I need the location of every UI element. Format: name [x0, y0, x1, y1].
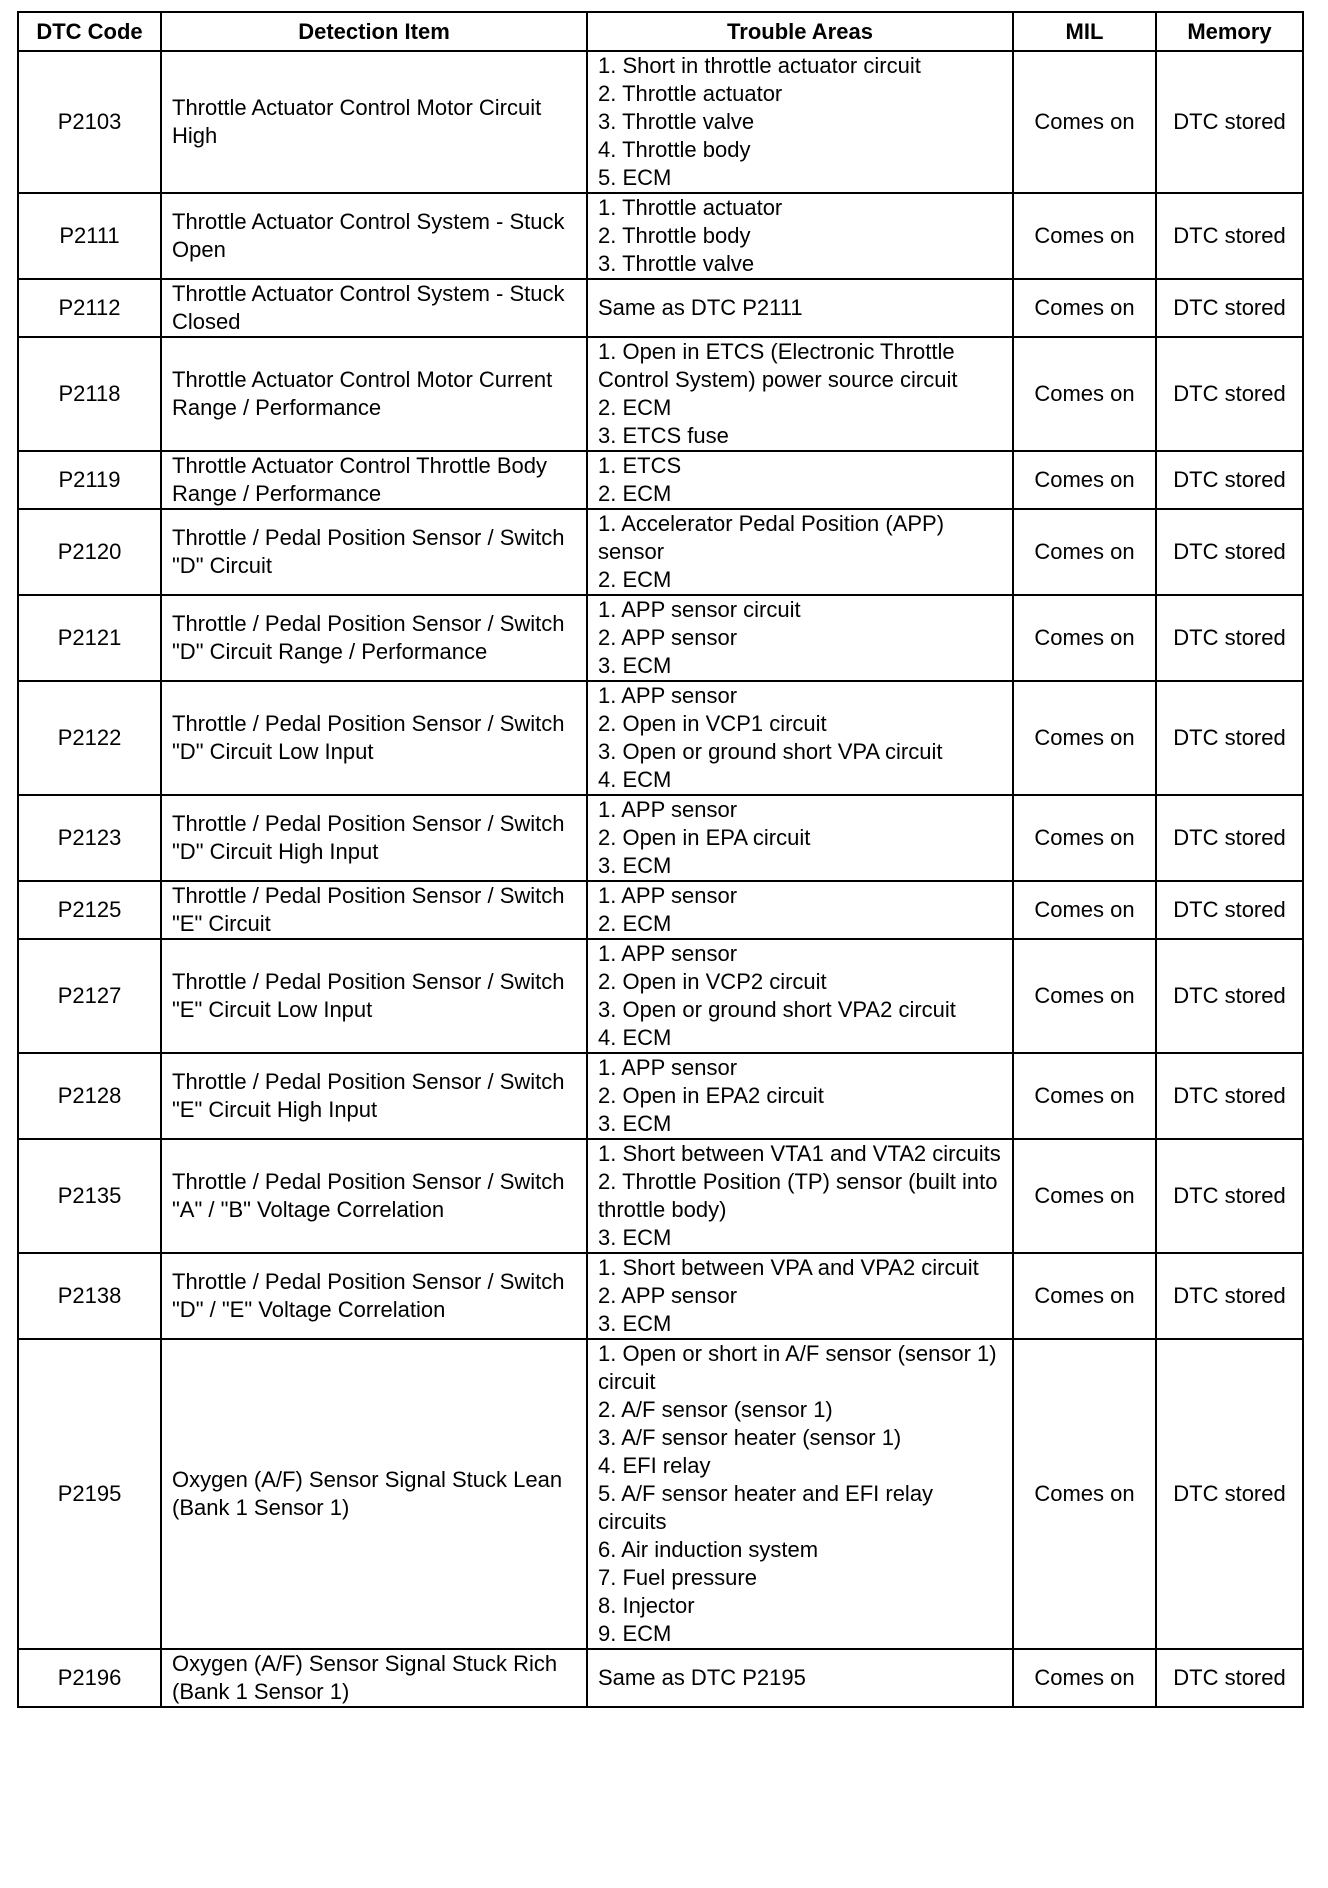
table-row	[18, 681, 1303, 795]
trouble-area-line: Same as DTC P2195	[598, 1665, 806, 1690]
trouble-areas-cell	[587, 51, 1013, 193]
mil-cell: Comes on	[1013, 681, 1156, 795]
trouble-area-line: 7. Fuel pressure	[598, 1565, 757, 1590]
trouble-areas-cell	[587, 451, 1013, 509]
trouble-area-line: Same as DTC P2111	[598, 295, 803, 320]
table-row	[18, 279, 1303, 337]
trouble-areas-cell	[587, 939, 1013, 1053]
trouble-area-line: 1. Short between VTA1 and VTA2 circuits	[598, 1141, 1001, 1166]
trouble-area-line: 2. Open in EPA circuit	[598, 825, 811, 850]
trouble-area-line: 1. APP sensor	[598, 683, 738, 708]
trouble-area-line: 2. APP sensor	[598, 625, 738, 650]
trouble-areas-cell	[587, 1649, 1013, 1707]
trouble-areas-cell	[587, 1339, 1013, 1649]
detection-item-cell: Throttle / Pedal Position Sensor / Switch "E" Circuit Low Input	[161, 939, 587, 1053]
memory-cell: DTC stored	[1156, 939, 1303, 1053]
trouble-area-line: 3. ECM	[598, 853, 672, 878]
memory-cell: DTC stored	[1156, 795, 1303, 881]
trouble-area-line: 1. Throttle actuator	[598, 195, 783, 220]
memory-cell: DTC stored	[1156, 595, 1303, 681]
trouble-area-line: 3. ECM	[598, 1225, 672, 1250]
trouble-area-line: 2. APP sensor	[598, 1283, 738, 1308]
trouble-area-line: 3. ECM	[598, 653, 672, 678]
trouble-areas-cell	[587, 193, 1013, 279]
detection-item-cell: Throttle / Pedal Position Sensor / Switch "D" Circuit	[161, 509, 587, 595]
memory-cell: DTC stored	[1156, 193, 1303, 279]
detection-item-cell: Throttle Actuator Control Motor Current Range / Performance	[161, 337, 587, 451]
dtc-code-cell: P2118	[18, 337, 161, 451]
trouble-areas-cell	[587, 881, 1013, 939]
memory-cell: DTC stored	[1156, 451, 1303, 509]
table-row	[18, 1053, 1303, 1139]
mil-cell: Comes on	[1013, 1253, 1156, 1339]
detection-item-cell: Throttle Actuator Control Motor Circuit High	[161, 51, 587, 193]
trouble-area-line: 3. ECM	[598, 1311, 672, 1336]
memory-cell: DTC stored	[1156, 51, 1303, 193]
trouble-area-line: 3. Throttle valve	[598, 251, 755, 276]
trouble-area-line: 2. Throttle body	[598, 223, 751, 248]
table-row	[18, 451, 1303, 509]
detection-item-cell: Oxygen (A/F) Sensor Signal Stuck Rich (Bank 1 Sensor 1)	[161, 1649, 587, 1707]
table-row	[18, 1139, 1303, 1253]
table-row	[18, 795, 1303, 881]
trouble-area-line: 3. Open or ground short VPA circuit	[598, 739, 943, 764]
trouble-area-line: 2. Open in VCP1 circuit	[598, 711, 827, 736]
trouble-area-line: 1. APP sensor	[598, 883, 738, 908]
mil-cell: Comes on	[1013, 881, 1156, 939]
memory-cell: DTC stored	[1156, 1339, 1303, 1649]
trouble-area-line: 3. Throttle valve	[598, 109, 755, 134]
dtc-code-cell: P2128	[18, 1053, 161, 1139]
header-memory: Memory	[1156, 12, 1303, 51]
trouble-area-line: 3. ETCS fuse	[598, 423, 729, 448]
trouble-area-line: 2. Throttle actuator	[598, 81, 783, 106]
memory-cell: DTC stored	[1156, 681, 1303, 795]
memory-cell: DTC stored	[1156, 337, 1303, 451]
table-row	[18, 337, 1303, 451]
trouble-areas-cell	[587, 337, 1013, 451]
trouble-area-line: 1. Accelerator Pedal Position (APP) sensor	[598, 511, 945, 564]
table-row	[18, 881, 1303, 939]
mil-cell: Comes on	[1013, 1139, 1156, 1253]
trouble-area-line: 3. A/F sensor heater (sensor 1)	[598, 1425, 902, 1450]
detection-item-cell: Throttle / Pedal Position Sensor / Switch "E" Circuit	[161, 881, 587, 939]
trouble-area-line: 8. Injector	[598, 1593, 695, 1618]
trouble-areas-cell	[587, 595, 1013, 681]
dtc-code-cell: P2103	[18, 51, 161, 193]
table-row	[18, 51, 1303, 193]
mil-cell: Comes on	[1013, 1053, 1156, 1139]
memory-cell: DTC stored	[1156, 1053, 1303, 1139]
trouble-area-line: 2. Open in EPA2 circuit	[598, 1083, 824, 1108]
memory-cell: DTC stored	[1156, 279, 1303, 337]
header-trouble-areas: Trouble Areas	[587, 12, 1013, 51]
trouble-area-line: 6. Air induction system	[598, 1537, 819, 1562]
header-dtc-code: DTC Code	[18, 12, 161, 51]
memory-cell: DTC stored	[1156, 1649, 1303, 1707]
table-row	[18, 939, 1303, 1053]
memory-cell: DTC stored	[1156, 1253, 1303, 1339]
trouble-areas-cell	[587, 279, 1013, 337]
trouble-area-line: 2. ECM	[598, 395, 672, 420]
header-detection-item: Detection Item	[161, 12, 587, 51]
trouble-area-line: 4. Throttle body	[598, 137, 751, 162]
trouble-area-line: 1. APP sensor	[598, 797, 738, 822]
detection-item-cell: Throttle / Pedal Position Sensor / Switch "D" Circuit Range / Performance	[161, 595, 587, 681]
memory-cell: DTC stored	[1156, 509, 1303, 595]
dtc-code-cell: P2123	[18, 795, 161, 881]
trouble-area-line: 2. ECM	[598, 481, 672, 506]
trouble-area-line: 1. APP sensor circuit	[598, 597, 801, 622]
detection-item-cell: Throttle Actuator Control Throttle Body Range / Performance	[161, 451, 587, 509]
trouble-area-line: 1. ETCS	[598, 453, 682, 478]
trouble-areas-cell	[587, 1253, 1013, 1339]
dtc-code-cell: P2119	[18, 451, 161, 509]
table-row	[18, 595, 1303, 681]
trouble-area-line: 2. ECM	[598, 911, 672, 936]
trouble-area-line: 1. APP sensor	[598, 941, 738, 966]
dtc-code-cell: P2138	[18, 1253, 161, 1339]
dtc-code-cell: P2112	[18, 279, 161, 337]
mil-cell: Comes on	[1013, 795, 1156, 881]
mil-cell: Comes on	[1013, 1649, 1156, 1707]
memory-cell: DTC stored	[1156, 1139, 1303, 1253]
trouble-areas-cell	[587, 1139, 1013, 1253]
mil-cell: Comes on	[1013, 1339, 1156, 1649]
trouble-area-line: 5. ECM	[598, 165, 672, 190]
table-row	[18, 1253, 1303, 1339]
detection-item-cell: Oxygen (A/F) Sensor Signal Stuck Lean (Bank 1 Sensor 1)	[161, 1339, 587, 1649]
dtc-code-cell: P2196	[18, 1649, 161, 1707]
dtc-table	[17, 11, 1304, 1708]
detection-item-cell: Throttle / Pedal Position Sensor / Switch "D" Circuit High Input	[161, 795, 587, 881]
trouble-area-line: 4. ECM	[598, 1025, 672, 1050]
detection-item-cell: Throttle / Pedal Position Sensor / Switch "A" / "B" Voltage Correlation	[161, 1139, 587, 1253]
dtc-code-cell: P2122	[18, 681, 161, 795]
mil-cell: Comes on	[1013, 509, 1156, 595]
table-body	[18, 51, 1303, 1707]
table-row	[18, 509, 1303, 595]
dtc-code-cell: P2120	[18, 509, 161, 595]
dtc-code-cell: P2125	[18, 881, 161, 939]
mil-cell: Comes on	[1013, 337, 1156, 451]
detection-item-cell: Throttle Actuator Control System - Stuck Open	[161, 193, 587, 279]
detection-item-cell: Throttle / Pedal Position Sensor / Switch "D" Circuit Low Input	[161, 681, 587, 795]
trouble-area-line: 1. APP sensor	[598, 1055, 738, 1080]
mil-cell: Comes on	[1013, 279, 1156, 337]
detection-item-cell: Throttle / Pedal Position Sensor / Switch "E" Circuit High Input	[161, 1053, 587, 1139]
trouble-areas-cell	[587, 1053, 1013, 1139]
trouble-area-line: 3. ECM	[598, 1111, 672, 1136]
detection-item-cell: Throttle Actuator Control System - Stuck Closed	[161, 279, 587, 337]
table-row	[18, 1649, 1303, 1707]
trouble-area-line: 4. EFI relay	[598, 1453, 711, 1478]
mil-cell: Comes on	[1013, 939, 1156, 1053]
table-header-row	[18, 12, 1303, 51]
dtc-code-cell: P2121	[18, 595, 161, 681]
dtc-code-cell: P2111	[18, 193, 161, 279]
trouble-areas-cell	[587, 795, 1013, 881]
table-row	[18, 1339, 1303, 1649]
trouble-area-line: 4. ECM	[598, 767, 672, 792]
mil-cell: Comes on	[1013, 193, 1156, 279]
trouble-area-line: 9. ECM	[598, 1621, 672, 1646]
trouble-area-line: 1. Open in ETCS (Electronic Throttle Control System) power source circuit	[598, 339, 958, 392]
trouble-area-line: 1. Short in throttle actuator circuit	[598, 53, 921, 78]
detection-item-cell: Throttle / Pedal Position Sensor / Switch "D" / "E" Voltage Correlation	[161, 1253, 587, 1339]
memory-cell: DTC stored	[1156, 881, 1303, 939]
table-row	[18, 193, 1303, 279]
dtc-code-cell: P2135	[18, 1139, 161, 1253]
header-mil: MIL	[1013, 12, 1156, 51]
trouble-area-line: 2. Open in VCP2 circuit	[598, 969, 827, 994]
trouble-areas-cell	[587, 509, 1013, 595]
trouble-area-line: 3. Open or ground short VPA2 circuit	[598, 997, 956, 1022]
dtc-code-cell: P2195	[18, 1339, 161, 1649]
mil-cell: Comes on	[1013, 51, 1156, 193]
trouble-area-line: 2. A/F sensor (sensor 1)	[598, 1397, 833, 1422]
mil-cell: Comes on	[1013, 451, 1156, 509]
trouble-areas-cell	[587, 681, 1013, 795]
trouble-area-line: 1. Open or short in A/F sensor (sensor 1) circuit	[598, 1341, 997, 1394]
mil-cell: Comes on	[1013, 595, 1156, 681]
trouble-area-line: 2. Throttle Position (TP) sensor (built into throttle body)	[598, 1169, 998, 1222]
trouble-area-line: 5. A/F sensor heater and EFI relay circuits	[598, 1481, 934, 1534]
dtc-code-cell: P2127	[18, 939, 161, 1053]
trouble-area-line: 2. ECM	[598, 567, 672, 592]
trouble-area-line: 1. Short between VPA and VPA2 circuit	[598, 1255, 979, 1280]
